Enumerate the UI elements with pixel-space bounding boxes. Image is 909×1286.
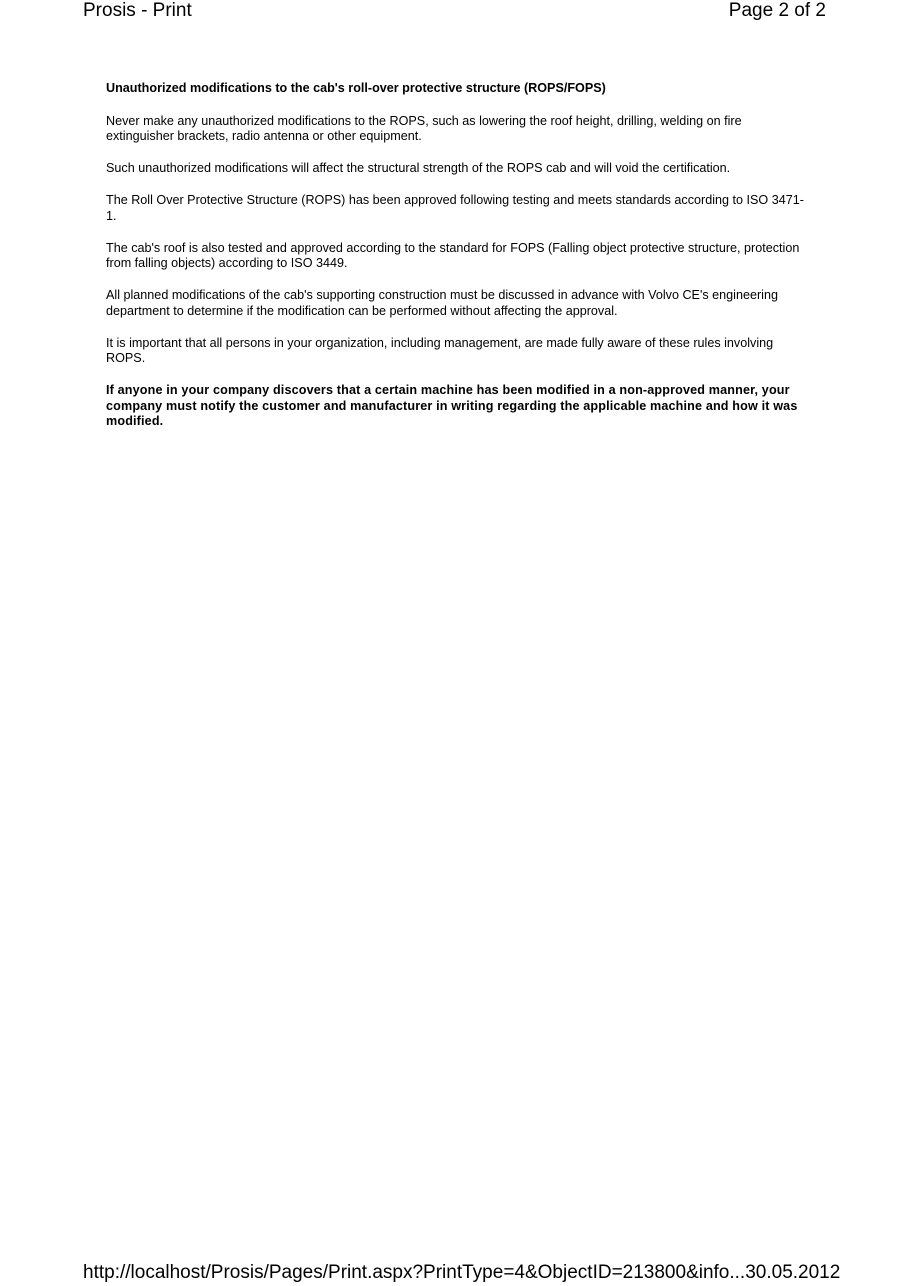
section-heading: Unauthorized modifications to the cab's roll-over protective structure (ROPS/FOPS) xyxy=(106,81,606,95)
page-indicator: Page 2 of 2 xyxy=(728,0,826,21)
warning-paragraph: If anyone in your company discovers that a certain machine has been modified in a non-approved manner, your company must notify the customer and manufacturer in writing regarding the applicable machine and how it was modified. xyxy=(106,383,798,428)
paragraph: It is important that all persons in your organization, including management, are made fully aware of these rules involving ROPS. xyxy=(106,335,774,365)
footer-url: http://localhost/Prosis/Pages/Print.aspx?PrintType=4&ObjectID=213800&info... xyxy=(83,1262,746,1283)
print-header xyxy=(83,0,826,26)
document-body xyxy=(106,81,806,446)
paragraph: The Roll Over Protective Structure (ROPS) has been approved following testing and meets standards according to ISO 3471-1. xyxy=(106,193,804,223)
paragraph: Such unauthorized modifications will affect the structural strength of the ROPS cab and will void the certification. xyxy=(106,161,731,175)
paragraph: Never make any unauthorized modifications to the ROPS, such as lowering the roof height, drilling, welding on fire extinguisher brackets, radio antenna or other equipment. xyxy=(106,113,742,143)
header-title: Prosis - Print xyxy=(83,0,192,21)
paragraph: The cab's roof is also tested and approved according to the standard for FOPS (Falling object protective structure, protection from falling objects) according to ISO 3449. xyxy=(106,240,800,270)
footer-date: 30.05.2012 xyxy=(745,1262,841,1283)
paragraph: All planned modifications of the cab's supporting construction must be discussed in advance with Volvo CE's engineering department to determine if the modification can be performed without affecting the approval. xyxy=(106,288,778,318)
print-footer xyxy=(83,1260,841,1284)
